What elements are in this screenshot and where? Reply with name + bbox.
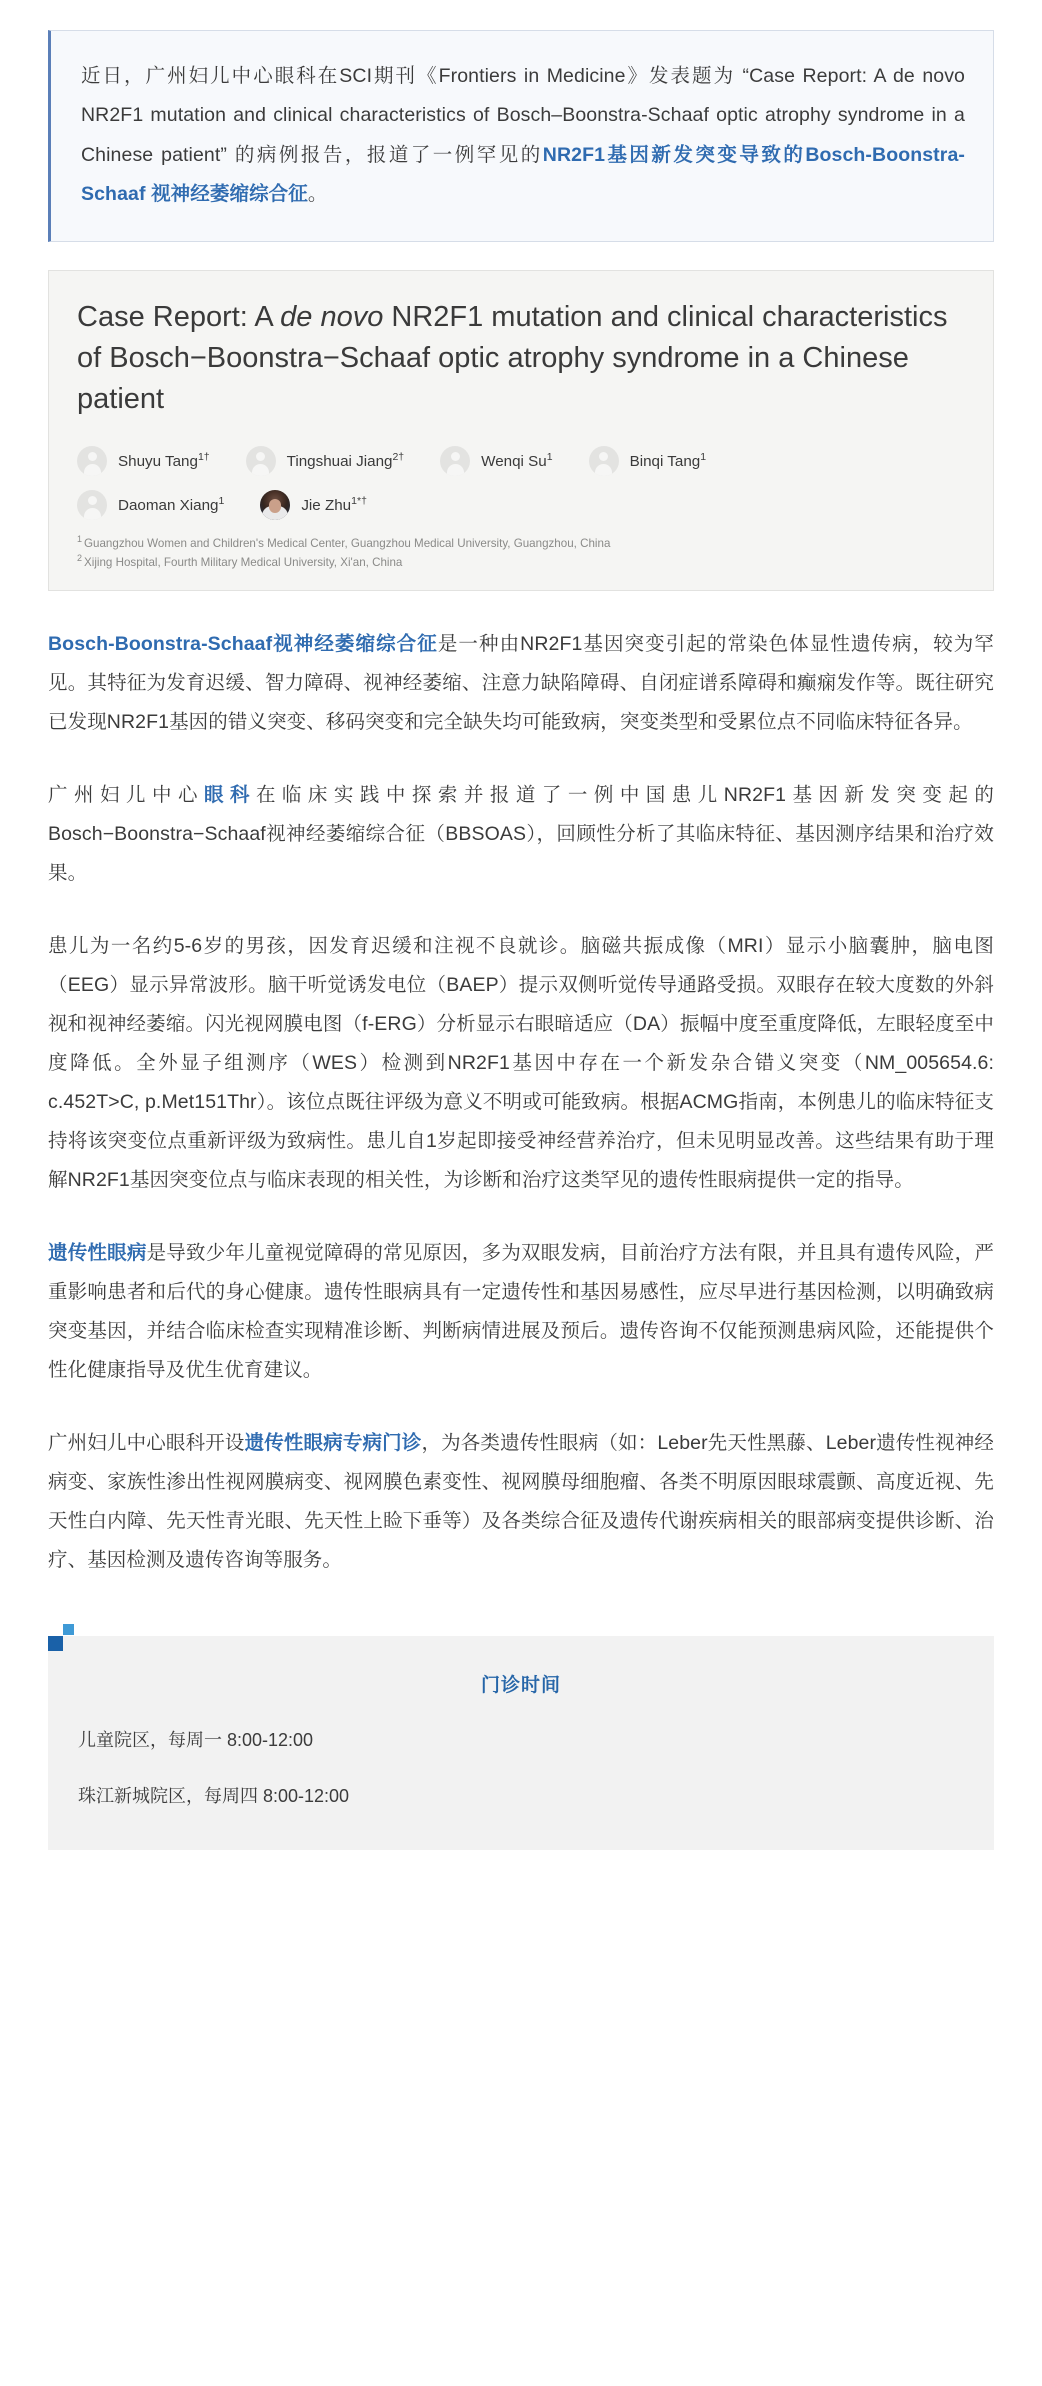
author-item[interactable] bbox=[260, 490, 367, 520]
body-paragraph bbox=[48, 625, 994, 742]
author-affiliation-marker: 2† bbox=[392, 450, 405, 463]
text-run: 是导致少年儿童视觉障碍的常见原因，多为双眼发病，目前治疗方法有限，并且具有遗传风险，严重影响患者和后代的身心健康。遗传性眼病具有一定遗传性和基因易感性，应尽早进行基因检测，以明确致病突变基因，并结合临床检查实现精准诊断、判断病情进展及预后。遗传咨询不仅能预测患病风险，还能提供个性化健康指导及优生优育建议。 bbox=[48, 1242, 994, 1382]
highlighted-term: Bosch-Boonstra-Schaaf视神经萎缩综合征 bbox=[48, 633, 438, 656]
author-affiliation-marker: 1 bbox=[218, 494, 225, 507]
intro-summary-card bbox=[48, 30, 994, 242]
author-name: Wenqi Su$^1$ bbox=[481, 450, 553, 470]
author-item[interactable] bbox=[589, 446, 707, 476]
affiliation-number: 1 bbox=[77, 534, 83, 545]
person-placeholder-icon bbox=[77, 446, 107, 476]
body-paragraph bbox=[48, 1424, 994, 1580]
person-placeholder-icon bbox=[77, 490, 107, 520]
body-paragraph bbox=[48, 927, 994, 1200]
affiliation-text: Xijing Hospital, Fourth Military Medical University, Xi'an, China bbox=[84, 556, 403, 570]
article-body bbox=[48, 625, 994, 1580]
clinic-hours-panel bbox=[48, 1636, 994, 1849]
affiliation-number: 2 bbox=[77, 553, 83, 564]
bottom-spacer bbox=[48, 1850, 994, 1876]
author-name: Shuyu Tang$^{1\dagger}$ bbox=[118, 450, 210, 470]
small-square-icon bbox=[63, 1624, 74, 1635]
text-run: 广州妇儿中心眼科开设 bbox=[48, 1432, 245, 1455]
text-run: ，为各类遗传性眼病（如：Leber先天性黑藤、Leber遗传性视神经病变、家族性渗出性视网膜病变、视网膜色素变性、视网膜母细胞瘤、各类不明原因眼球震颤、高度近视、先天性白内障、先天性青光眼、先天性上睑下垂等）及各类综合征及遗传代谢疾病相关的眼部病变提供诊断、治疗、基因检测及遗传咨询等服务。 bbox=[48, 1432, 994, 1572]
intro-paragraph bbox=[81, 57, 965, 215]
author-photo-avatar bbox=[260, 490, 290, 520]
article-page bbox=[0, 30, 1042, 1876]
paper-title-part1: Case Report: A bbox=[77, 300, 281, 333]
author-row bbox=[77, 446, 965, 476]
highlighted-term: 眼科 bbox=[203, 784, 256, 807]
clinic-hours-lines bbox=[78, 1723, 964, 1813]
clinic-hours-line: 珠江新城院区，每周四 8:00-12:00 bbox=[78, 1786, 350, 1807]
body-paragraph bbox=[48, 1234, 994, 1390]
paper-title-part2: NR2F1 mutation and clinical characteristics of Bosch−Boonstra−Schaaf optic atrophy syndrome in a Chinese patient bbox=[77, 300, 948, 415]
affiliation-item bbox=[77, 534, 965, 553]
paper-title-italic: de novo bbox=[280, 300, 384, 333]
large-square-icon bbox=[48, 1636, 63, 1651]
author-row bbox=[77, 490, 965, 520]
author-item[interactable] bbox=[246, 446, 405, 476]
body-paragraph bbox=[48, 776, 994, 893]
affiliation-list bbox=[77, 534, 965, 572]
person-placeholder-icon bbox=[440, 446, 470, 476]
highlighted-term: 遗传性眼病专病门诊 bbox=[244, 1432, 422, 1455]
text-run: 近日，广州妇儿中心眼科在SCI期刊《Frontiers in Medicine》发表题为 “Case Report: A de novo NR2F1 mutation and clinical characteristics of Bosch–Boonstra-Schaaf optic atrophy syndrome in a Chinese patient” 的病例报告，报道了一例罕见的 bbox=[81, 65, 965, 166]
affiliation-text: Guangzhou Women and Children's Medical Center, Guangzhou Medical University, Guangzhou, China bbox=[84, 537, 611, 551]
clinic-hours-line: 儿童院区，每周一 8:00-12:00 bbox=[78, 1730, 314, 1751]
author-name: Binqi Tang$^1$ bbox=[629, 450, 707, 470]
clinic-hours-section bbox=[48, 1624, 994, 1849]
text-run: 在临床实践中探索并报道了一例中国患儿NR2F1基因新发突变起的Bosch−Boonstra−Schaaf视神经萎缩综合征（BBSOAS），回顾性分析了其临床特征、基因测序结果和治疗效果。 bbox=[48, 784, 994, 885]
affiliation-item bbox=[77, 553, 965, 572]
clinic-hours-title: 门诊时间 bbox=[480, 1675, 561, 1697]
author-affiliation-marker: 1 bbox=[546, 450, 553, 463]
author-item[interactable] bbox=[440, 446, 552, 476]
author-item[interactable] bbox=[77, 490, 224, 520]
text-run: 患儿为一名约5-6岁的男孩，因发育迟缓和注视不良就诊。脑磁共振成像（MRI）显示小脑囊肿，脑电图（EEG）显示异常波形。脑干听觉诱发电位（BAEP）提示双侧听觉传导通路受损。双眼存在较大度数的外斜视和视神经萎缩。闪光视网膜电图（f-ERG）分析显示右眼暗适应（DA）振幅中度至重度降低，左眼轻度至中度降低。全外显子组测序（WES）检测到NR2F1基因中存在一个新发杂合错义突变（NM_005654.6: c.452T>C, p.Met151Thr）。该位点既往评级为意义不明或可能致病。根据ACMG指南，本例患儿的临床特征支持将该突变位点重新评级为致病性。患儿自1岁起即接受神经营养治疗，但未见明显改善。这些结果有助于理解NR2F1基因突变位点与临床表现的相关性，为诊断和治疗这类罕见的遗传性眼病提供一定的指导。 bbox=[48, 935, 994, 1192]
author-affiliation-marker: 1*† bbox=[351, 494, 367, 507]
author-affiliation-marker: 1 bbox=[700, 450, 707, 463]
text-run: 。 bbox=[307, 183, 328, 206]
highlighted-term: 遗传性眼病 bbox=[48, 1242, 147, 1265]
person-placeholder-icon bbox=[589, 446, 619, 476]
person-placeholder-icon bbox=[246, 446, 276, 476]
text-run: 是一种由NR2F1基因突变引起的常染色体显性遗传病，较为罕见。其特征为发育迟缓、智力障碍、视神经萎缩、注意力缺陷障碍、自闭症谱系障碍和癫痫发作等。既往研究已发现NR2F1基因的错义突变、移码突变和完全缺失均可能致病，突变类型和受累位点不同临床特征各异。 bbox=[48, 633, 994, 734]
text-run: 广州妇儿中心 bbox=[48, 784, 204, 807]
highlighted-term: NR2F1基因新发突变导致的Bosch-Boonstra-Schaaf 视神经萎缩综合征 bbox=[81, 143, 965, 206]
author-name: Tingshuai Jiang$^{2\dagger}$ bbox=[286, 450, 405, 470]
author-item[interactable] bbox=[77, 446, 210, 476]
author-affiliation-marker: 1† bbox=[197, 450, 210, 463]
paper-title bbox=[77, 297, 965, 421]
author-list bbox=[77, 446, 965, 520]
paper-preview-card bbox=[48, 270, 994, 592]
author-name: Daoman Xiang$^1$ bbox=[118, 494, 225, 514]
author-name: Jie Zhu$^{1*\dagger}$ bbox=[301, 494, 367, 514]
